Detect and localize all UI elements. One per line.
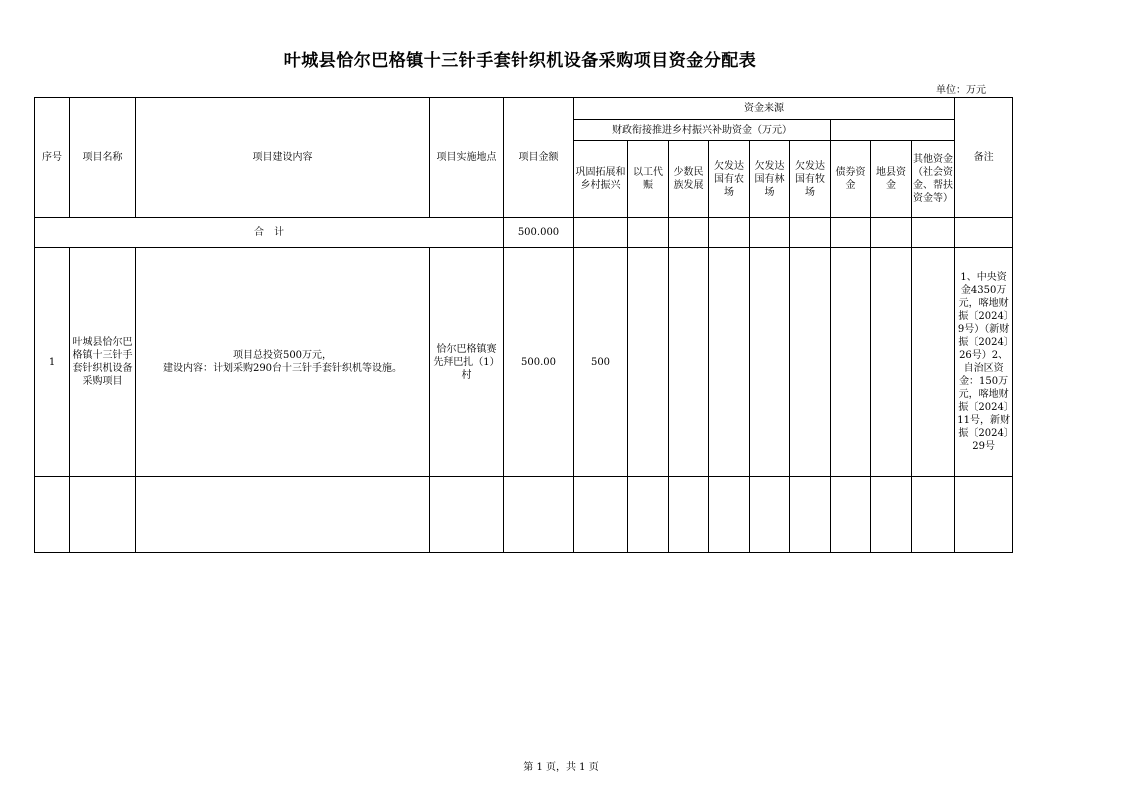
- header-consolidate: 巩固拓展和乡村振兴: [574, 141, 628, 218]
- header-work-relief: 以工代赈: [628, 141, 669, 218]
- header-funding-source: 资金来源: [574, 98, 955, 120]
- row-amount: 500.00: [504, 248, 574, 477]
- header-farm: 欠发达国有农场: [709, 141, 750, 218]
- header-forest: 欠发达国有林场: [750, 141, 790, 218]
- allocation-table: [34, 97, 1013, 553]
- row-location: 恰尔巴格镇赛先拜巴扎（1）村: [430, 248, 504, 477]
- header-location: 项目实施地点: [430, 98, 504, 218]
- total-label: 合 计: [35, 218, 504, 248]
- table-row: [35, 248, 1013, 477]
- row-consolidate: 500: [574, 248, 628, 477]
- row-seq: 1: [35, 248, 70, 477]
- header-seq: 序号: [35, 98, 70, 218]
- total-amount: 500.000: [504, 218, 574, 248]
- table-row-empty: [35, 477, 1013, 553]
- row-content-line2: 建设内容：计划采购290台十三针手套针织机等设施。: [162, 363, 403, 374]
- header-fiscal-subsidy: 财政衔接推进乡村振兴补助资金（万元）: [574, 120, 831, 141]
- header-blank: [831, 120, 955, 141]
- row-remarks: 1、中央资金4350万元，喀地财振〔2024〕9号）（新财振〔2024〕26号）2、自治区资金：150万元，喀地财振〔2024〕11号，新财振〔2024〕29号: [955, 248, 1013, 477]
- row-content-line1: 项目总投资500万元，: [232, 350, 333, 361]
- unit-label: 单位：万元: [936, 85, 986, 96]
- header-bond: 债券资金: [831, 141, 871, 218]
- header-remarks: 备注: [955, 98, 1013, 218]
- row-content: [136, 248, 430, 477]
- header-local: 地县资金: [871, 141, 912, 218]
- header-minority: 少数民族发展: [669, 141, 709, 218]
- header-name: 项目名称: [70, 98, 136, 218]
- header-pasture: 欠发达国有牧场: [790, 141, 831, 218]
- header-content: 项目建设内容: [136, 98, 430, 218]
- header-other: 其他资金（社会资金、帮扶资金等）: [912, 141, 955, 218]
- header-amount: 项目金额: [504, 98, 574, 218]
- page-footer: 第 1 页，共 1 页: [523, 762, 599, 773]
- row-project-name: 叶城县恰尔巴格镇十三针手套针织机设备采购项目: [70, 248, 136, 477]
- total-row: [35, 218, 1013, 248]
- page-title: 叶城县恰尔巴格镇十三针手套针织机设备采购项目资金分配表: [283, 51, 757, 71]
